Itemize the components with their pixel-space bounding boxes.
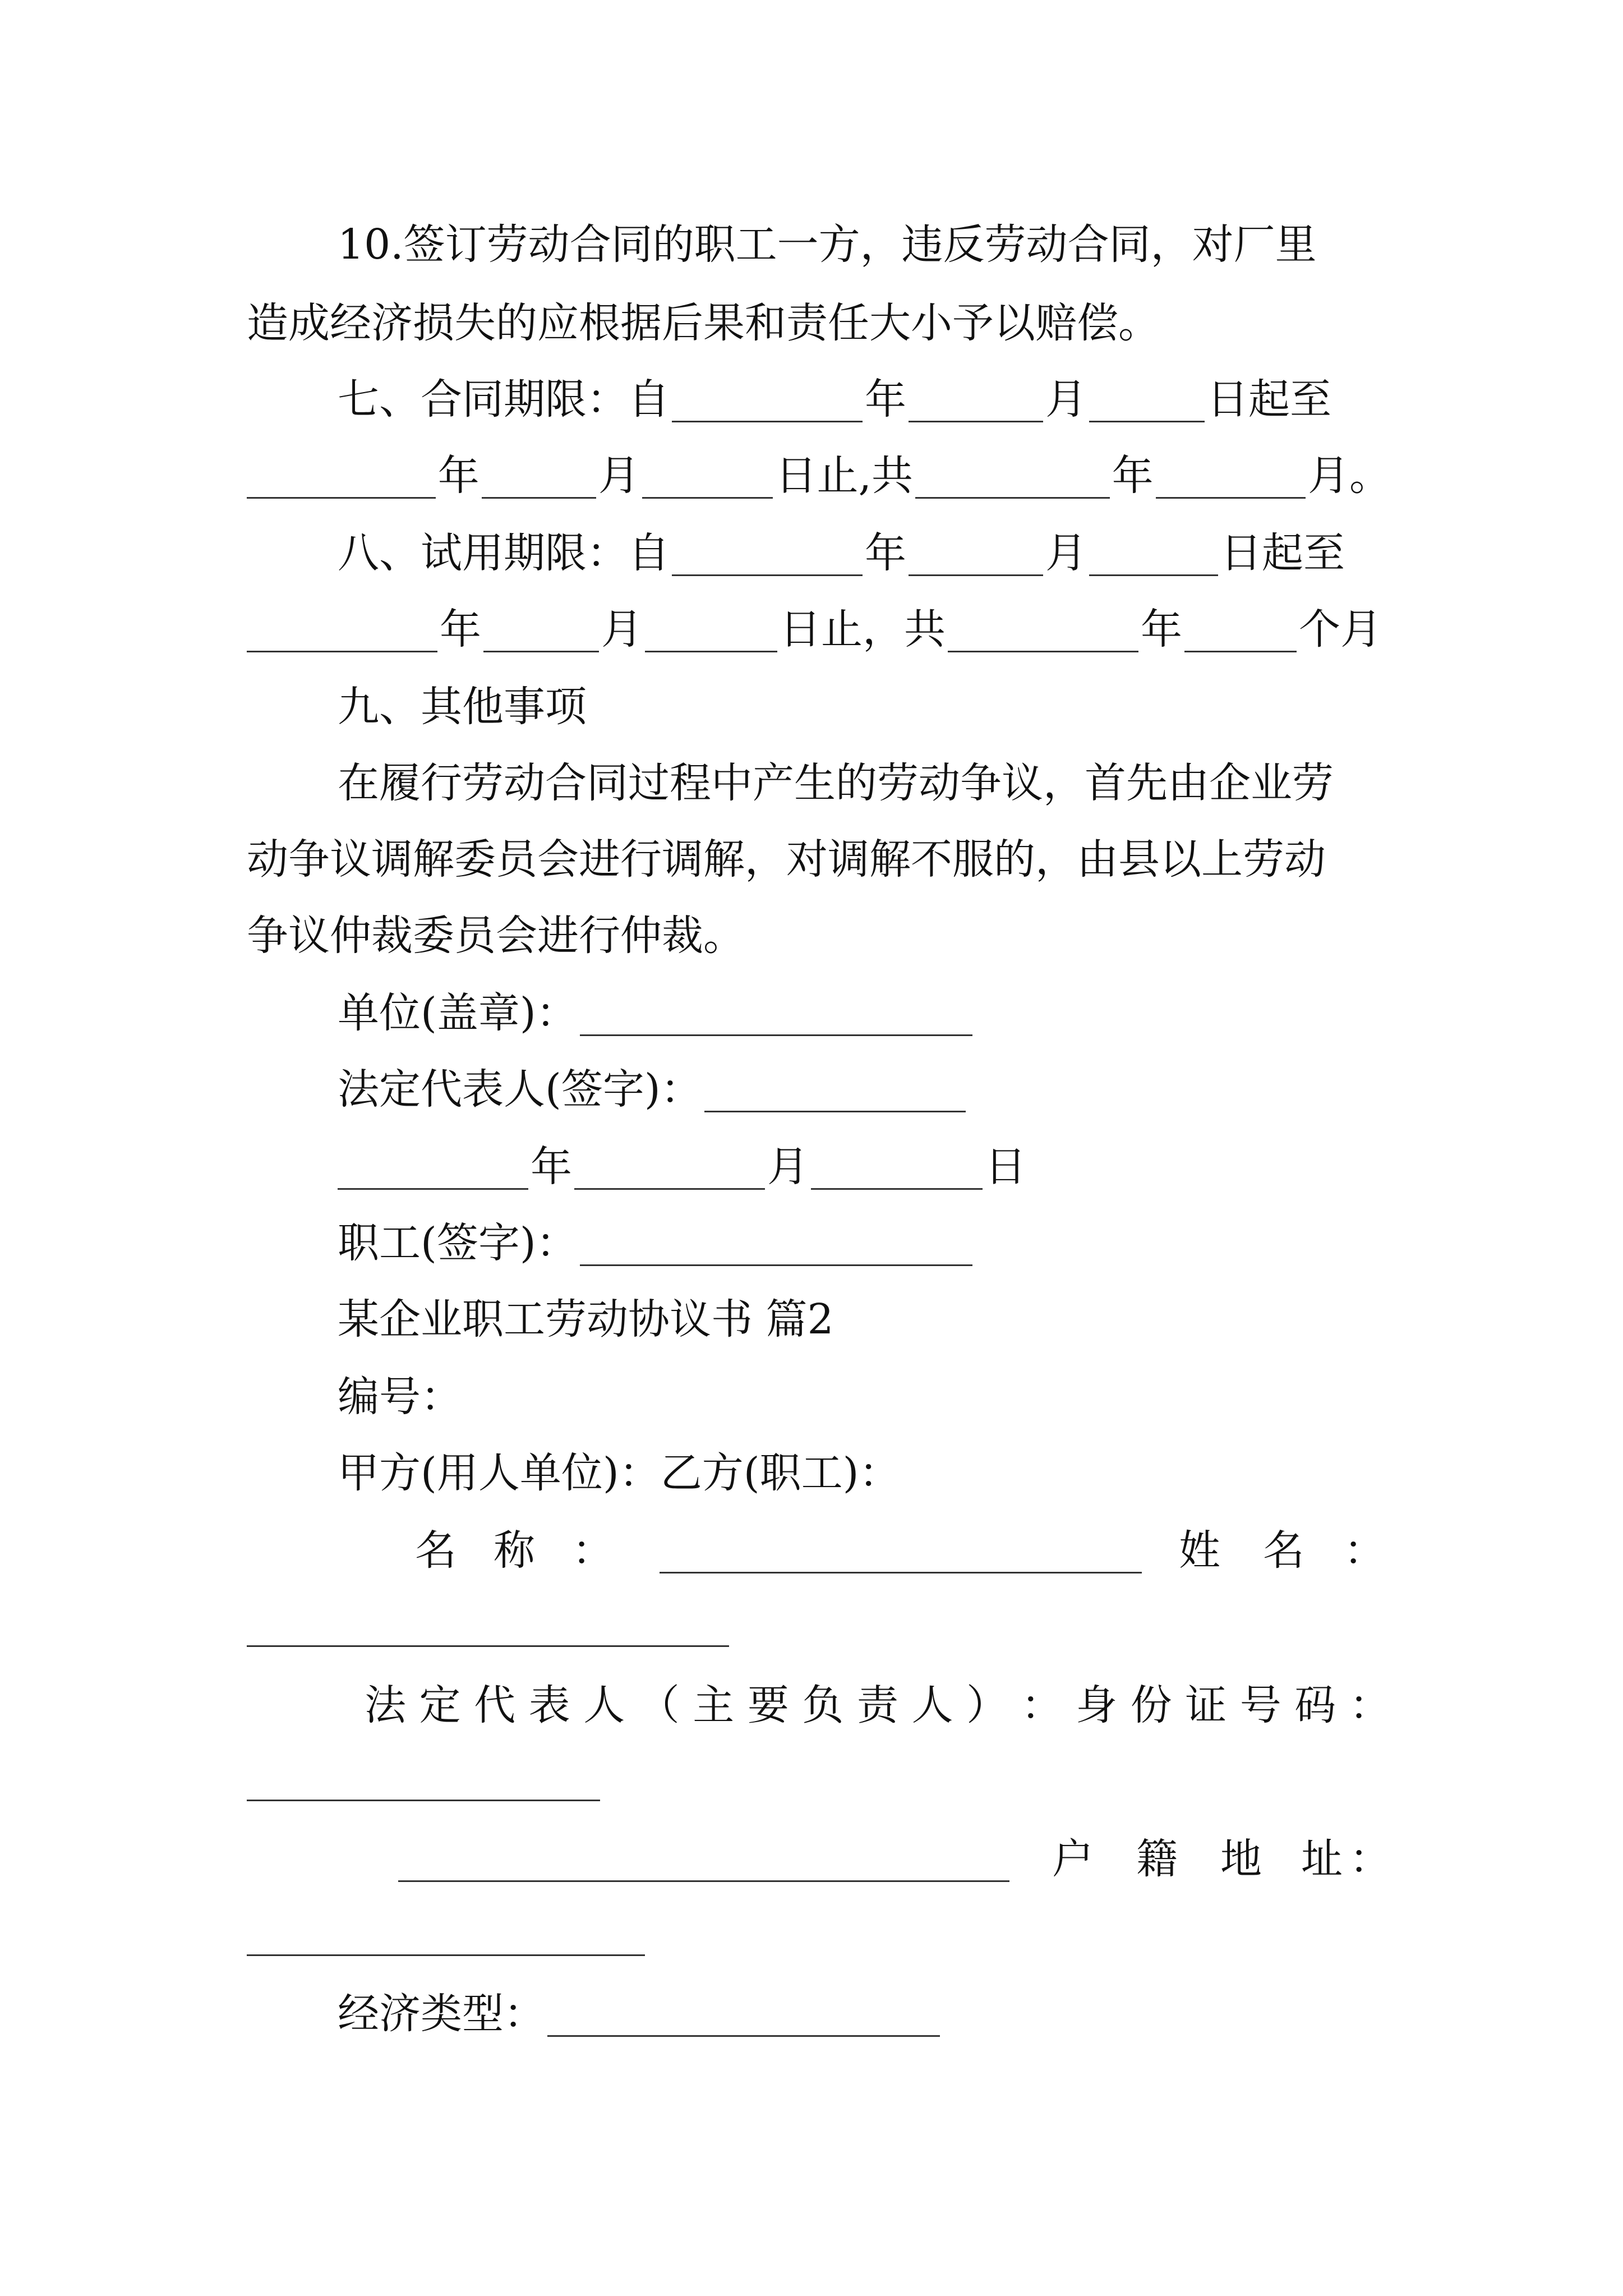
addr-char-5: ： (1349, 1835, 1391, 1883)
parties-line (247, 1434, 1391, 1512)
surname-label-char-2: 名 (1263, 1526, 1304, 1575)
employee-sign-blank[interactable] (580, 1225, 972, 1266)
probation-end-month-unit: 月 (601, 605, 643, 654)
legal-rep-sign-label: 法定代表人(签字)： (338, 1065, 702, 1114)
name-label-char-1: 名 (415, 1526, 457, 1575)
contract-term-label: 七、合同期限：自 (338, 375, 670, 424)
lr-char-10: 责 (856, 1681, 898, 1729)
lr-char-1: 法 (365, 1681, 406, 1729)
contract-total-years-unit: 年 (1112, 452, 1154, 500)
lr-char-15: 份 (1130, 1681, 1172, 1729)
legal-rep-id-line (247, 1666, 1391, 1745)
probation-start-month-unit: 月 (1045, 529, 1087, 577)
addr-char-1: 户 (1052, 1835, 1094, 1883)
legal-rep-sign-blank[interactable] (704, 1071, 966, 1112)
dispute-text-3: 争议仲裁委员会进行仲裁。 (247, 912, 745, 960)
contract-total-months-blank[interactable] (1156, 458, 1306, 499)
lr-char-2: 定 (419, 1681, 461, 1729)
employee-name-blank[interactable] (247, 1645, 729, 1647)
dispute-line-1 (247, 744, 1391, 822)
dispute-text-2: 动争议调解委员会进行调解，对调解不服的，由县以上劳动 (247, 835, 1326, 884)
agreement-title-2 (247, 1280, 1391, 1359)
lr-char-14: 身 (1076, 1681, 1118, 1729)
legal-rep-blank[interactable] (247, 1800, 600, 1801)
lr-char-5: 人 (583, 1681, 625, 1729)
probation-start-day-blank[interactable] (1089, 535, 1218, 576)
serial-number-line (247, 1358, 1391, 1436)
name-label-char-2: 称 (494, 1526, 535, 1575)
probation-start-year-blank[interactable] (672, 535, 863, 576)
unit-seal-line (247, 974, 1391, 1052)
clause-10-text-1: 10.签订劳动合同的职工一方，违反劳动合同，对厂里 (338, 220, 1317, 269)
probation-term-line (247, 514, 1391, 592)
dispute-line-3 (247, 896, 1391, 975)
contract-start-year-unit: 年 (865, 375, 906, 424)
probation-total-months-unit: 个月 (1299, 605, 1382, 654)
parties-text: 甲方(用人单位)：乙方(职工)： (338, 1449, 901, 1497)
probation-total-years-unit: 年 (1141, 605, 1182, 654)
probation-term-label: 八、试用期限：自 (338, 529, 670, 577)
contract-start-month-unit: 月 (1045, 375, 1087, 424)
probation-end-day-blank[interactable] (645, 611, 777, 652)
addr-char-3: 地 (1220, 1835, 1262, 1883)
probation-total-years-blank[interactable] (948, 611, 1138, 652)
sign-month-blank[interactable] (574, 1149, 765, 1190)
sign-day-blank[interactable] (811, 1149, 983, 1190)
dispute-text-1: 在履行劳动合同过程中产生的劳动争议，首先由企业劳 (338, 759, 1334, 807)
clause-10-line-1 (247, 205, 1391, 284)
contract-start-month-blank[interactable] (909, 381, 1043, 422)
lr-char-9: 负 (802, 1681, 844, 1729)
lr-char-4: 表 (528, 1681, 570, 1729)
sign-year-blank[interactable] (338, 1149, 528, 1190)
name-line (247, 1511, 1391, 1590)
employee-sign-label: 职工(签字)： (338, 1219, 578, 1267)
probation-total-months-blank[interactable] (1184, 611, 1297, 652)
contract-total-years-blank[interactable] (915, 458, 1110, 499)
household-address-line (247, 1820, 1391, 1898)
serial-number-label: 编号： (338, 1373, 462, 1421)
lr-char-13: ： (1021, 1681, 1063, 1729)
legal-rep-sign-line (247, 1050, 1391, 1129)
unit-seal-label: 单位(盖章)： (338, 989, 578, 1037)
lr-char-16: 证 (1185, 1681, 1227, 1729)
contract-term-end-line (247, 436, 1391, 515)
probation-end-month-blank[interactable] (483, 611, 599, 652)
contract-start-year-blank[interactable] (672, 381, 863, 422)
agreement-title-2-text: 某企业职工劳动协议书 篇2 (338, 1295, 834, 1343)
contract-start-day-blank[interactable] (1089, 381, 1205, 422)
clause-10-line-2 (247, 284, 1391, 362)
probation-end-year-blank[interactable] (247, 611, 437, 652)
sign-date-line (247, 1128, 1391, 1206)
contract-end-day-blank[interactable] (642, 458, 773, 499)
probation-start-day-unit: 日起至 (1220, 529, 1345, 577)
economic-type-line (247, 1975, 1391, 2053)
other-matters-heading (247, 668, 1391, 746)
clause-10-text-2: 造成经济损失的应根据后果和责任大小予以赔偿。 (247, 299, 1160, 347)
company-name-blank[interactable] (660, 1533, 1142, 1573)
economic-type-label: 经济类型： (338, 1990, 545, 2038)
id-number-blank[interactable] (398, 1841, 1009, 1882)
unit-seal-blank[interactable] (580, 995, 972, 1036)
lr-char-6: （ (638, 1681, 680, 1729)
lr-char-19: ： (1349, 1681, 1391, 1729)
contract-end-month-blank[interactable] (482, 458, 596, 499)
economic-type-blank[interactable] (547, 1996, 940, 2037)
contract-total-months-unit: 月。 (1308, 452, 1391, 500)
contract-end-year-unit: 年 (437, 452, 479, 500)
household-address-blank[interactable] (247, 1954, 645, 1956)
lr-char-8: 要 (747, 1681, 789, 1729)
sign-day-unit: 日 (985, 1143, 1026, 1191)
probation-term-end-line (247, 590, 1391, 669)
sign-year-unit: 年 (531, 1143, 572, 1191)
lr-char-7: 主 (693, 1681, 735, 1729)
probation-end-day-unit: 日止，共 (780, 605, 946, 654)
contract-start-day-unit: 日起至 (1207, 375, 1331, 424)
probation-end-year-unit: 年 (440, 605, 481, 654)
addr-char-2: 籍 (1136, 1835, 1178, 1883)
lr-char-18: 码 (1294, 1681, 1336, 1729)
surname-label-char-3: ： (1344, 1526, 1385, 1575)
lr-char-12: ） (966, 1681, 1008, 1729)
probation-start-year-unit: 年 (865, 529, 906, 577)
employee-sign-line (247, 1204, 1391, 1282)
probation-start-month-blank[interactable] (909, 535, 1043, 576)
contract-end-day-unit: 日止,共 (775, 452, 913, 500)
contract-term-line (247, 360, 1391, 439)
contract-end-year-blank[interactable] (247, 458, 436, 499)
dispute-line-2 (247, 820, 1391, 899)
contract-end-month-unit: 月 (598, 452, 640, 500)
lr-char-17: 号 (1239, 1681, 1281, 1729)
sign-month-unit: 月 (767, 1143, 809, 1191)
lr-char-3: 代 (474, 1681, 516, 1729)
addr-char-4: 址 (1301, 1835, 1343, 1883)
surname-label-char-1: 姓 (1179, 1526, 1220, 1575)
lr-char-11: 人 (911, 1681, 953, 1729)
name-label-char-3: ： (572, 1526, 614, 1575)
other-matters-text: 九、其他事项 (338, 683, 587, 731)
